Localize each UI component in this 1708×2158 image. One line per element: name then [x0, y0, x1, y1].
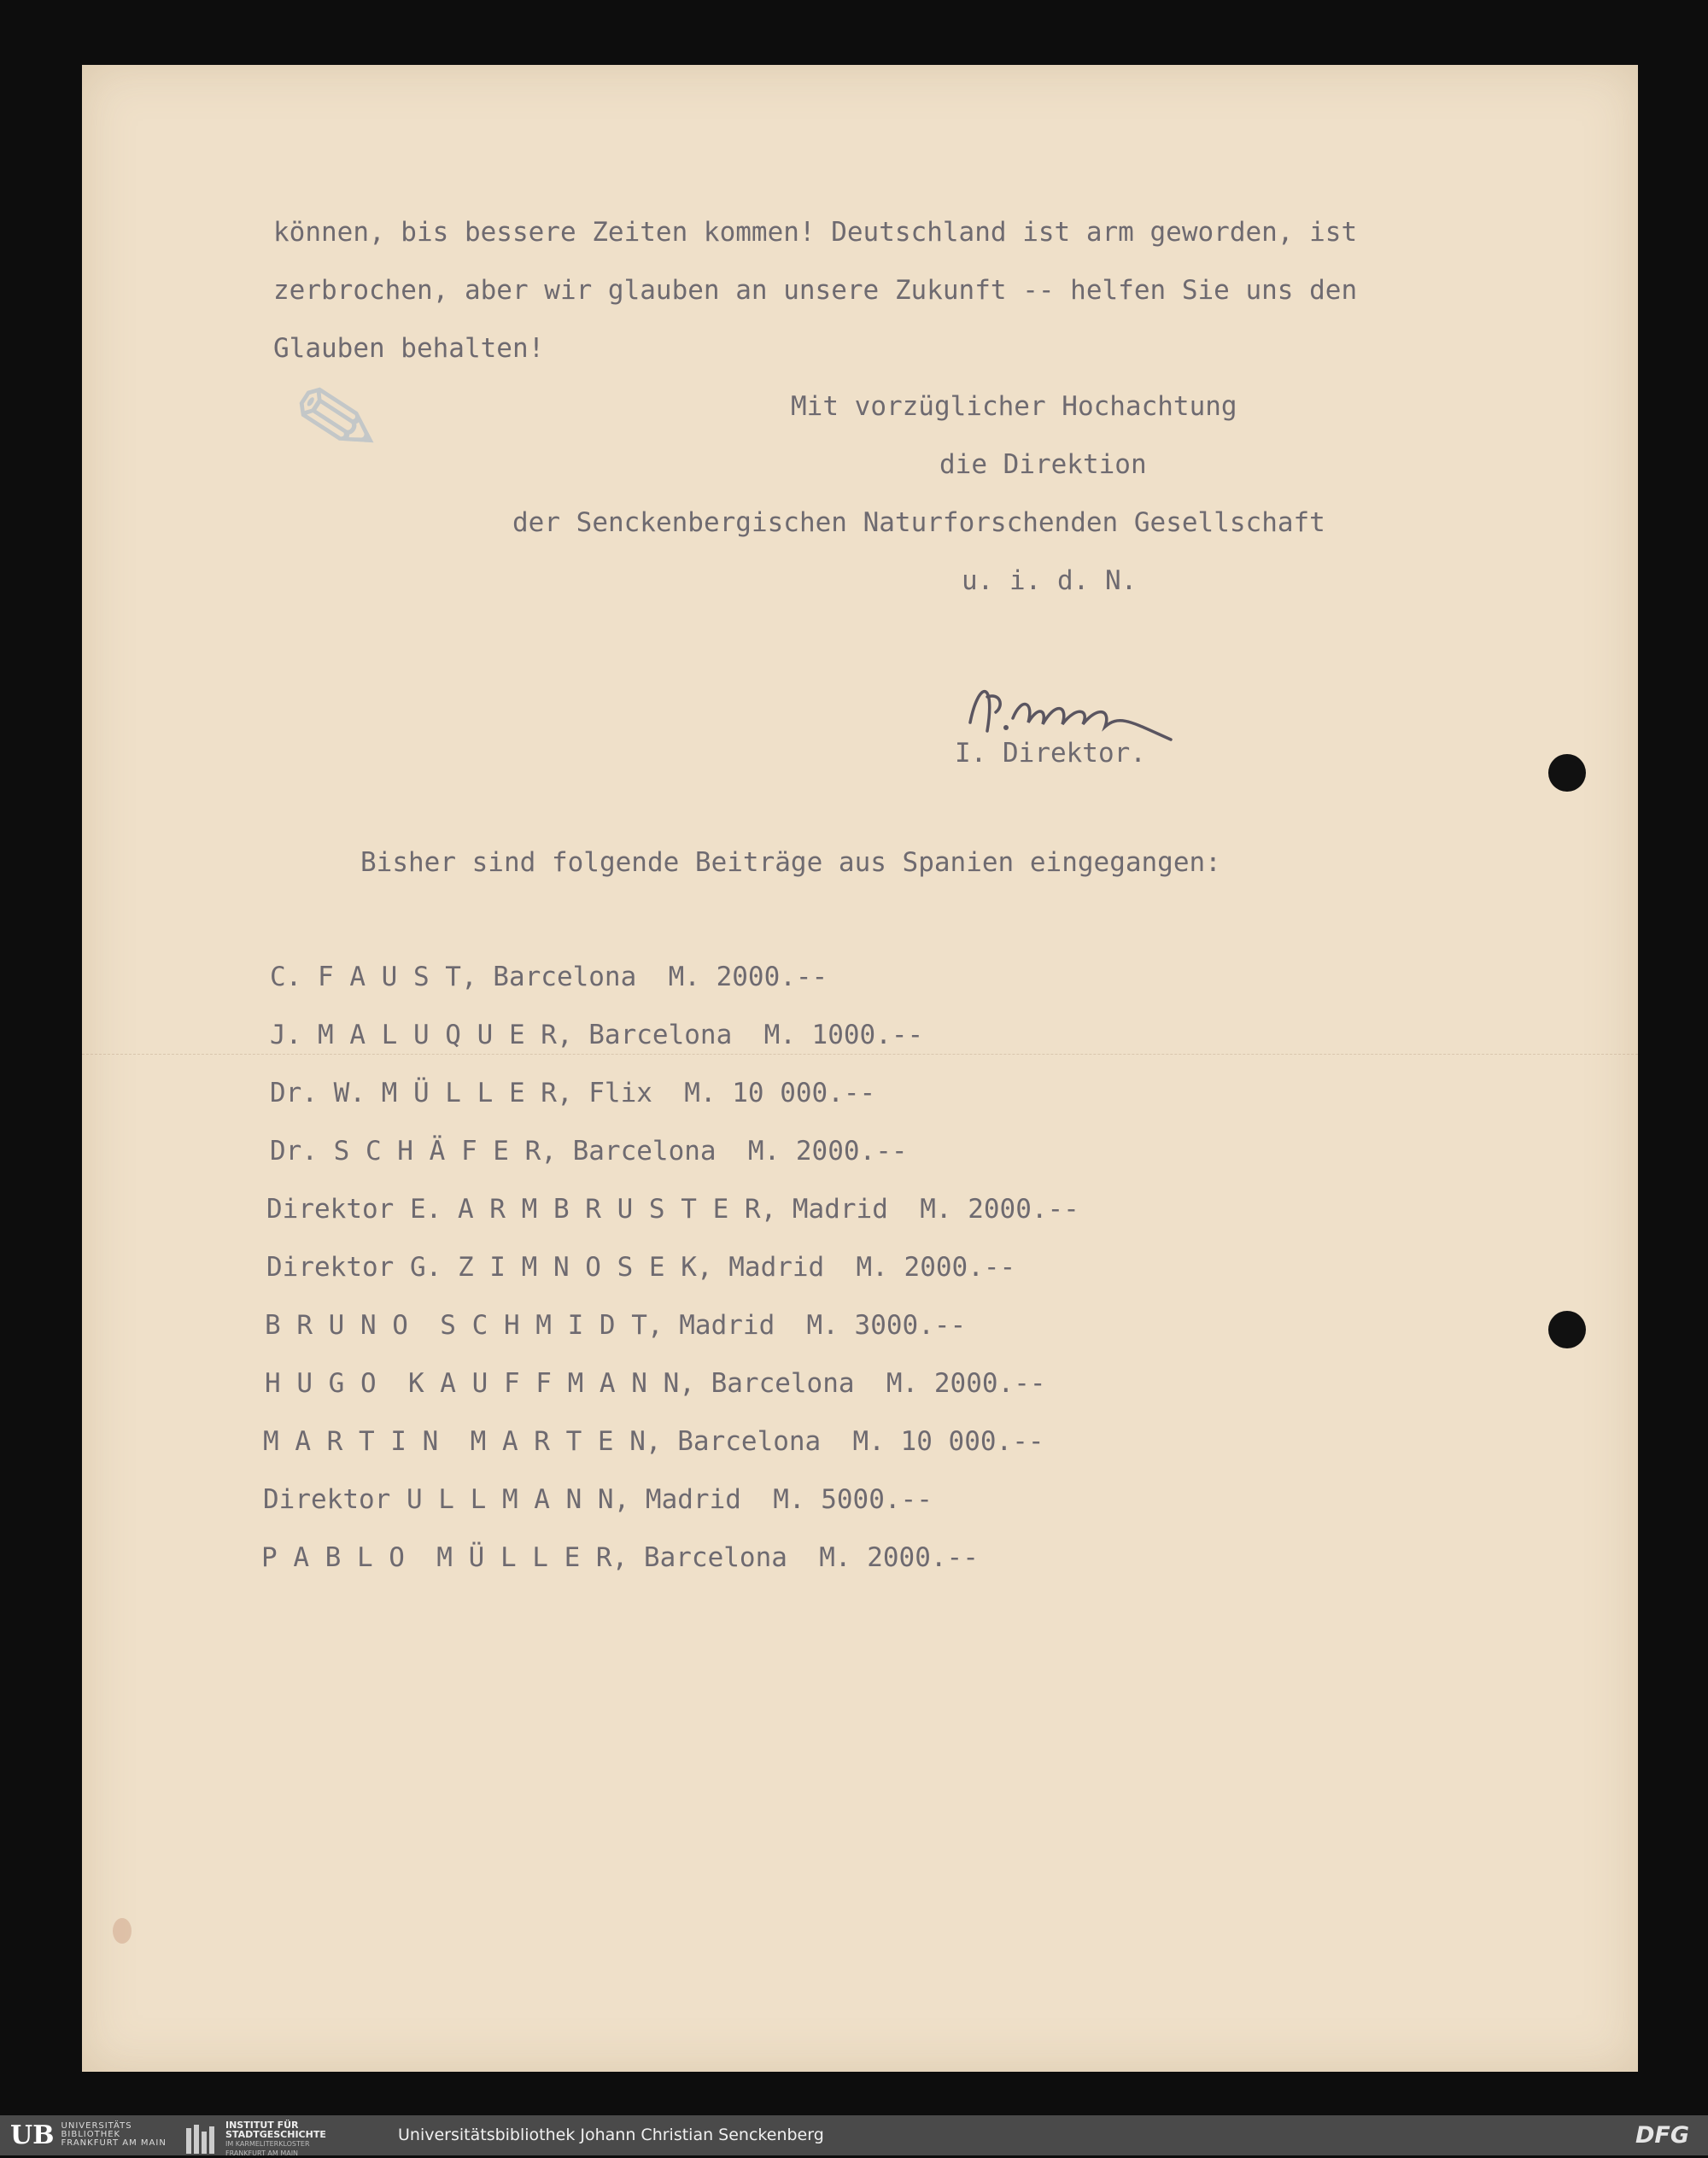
list-item: C. F A U S T, Barcelona M. 2000.-- [270, 962, 828, 992]
closing-greeting: Mit vorzüglicher Hochachtung [791, 391, 1237, 422]
ub-logo [10, 2120, 167, 2149]
ub-text [61, 2122, 167, 2148]
body-line-1: können, bis bessere Zeiten kommen! Deutschland ist arm geworden, ist [273, 217, 1358, 248]
footer-bar [0, 2115, 1708, 2155]
institute-text-line: IM KARMELITERKLOSTER [225, 2140, 310, 2148]
ub-mark: UB [10, 2120, 55, 2150]
ub-text-line: BIBLIOTHEK [61, 2130, 121, 2139]
closing-direktion: die Direktion [939, 449, 1147, 480]
institute-text-line: INSTITUT FÜR [225, 2120, 299, 2131]
list-item: Dr. S C H Ä F E R, Barcelona M. 2000.-- [270, 1136, 908, 1167]
closing-abbrev: u. i. d. N. [962, 565, 1138, 596]
contributions-heading: Bisher sind folgende Beiträge aus Spanien eingegangen: [360, 847, 1221, 878]
ub-text-line: FRANKFURT AM MAIN [61, 2138, 167, 2148]
building-icon [186, 2125, 219, 2154]
list-item: P A B L O M Ü L L E R, Barcelona M. 2000.-- [261, 1542, 979, 1573]
dfg-logo: DFG [1635, 2122, 1689, 2149]
letter-page [82, 65, 1638, 2072]
punch-hole-upper [1548, 754, 1586, 792]
punch-hole-lower [1548, 1311, 1586, 1348]
list-item: J. M A L U Q U E R, Barcelona M. 1000.-- [270, 1020, 924, 1050]
list-item: B R U N O S C H M I D T, Madrid M. 3000.-- [265, 1310, 967, 1341]
director-role: I. Direktor. [955, 738, 1146, 769]
fold-line [82, 1054, 1638, 1055]
paper-stain [113, 1918, 132, 1944]
institute-text-line: FRANKFURT AM MAIN [225, 2149, 299, 2157]
ub-text-line: UNIVERSITÄTS [61, 2121, 132, 2131]
list-item: H U G O K A U F F M A N N, Barcelona M. 2000.-- [265, 1368, 1046, 1399]
list-item: Direktor U L L M A N N, Madrid M. 5000.-- [263, 1484, 933, 1515]
list-item: Direktor E. A R M B R U S T E R, Madrid M. 2000.-- [266, 1194, 1079, 1225]
list-item: M A R T I N M A R T E N, Barcelona M. 10 000.-- [263, 1426, 1044, 1457]
list-item: Dr. W. M Ü L L E R, Flix M. 10 000.-- [270, 1078, 876, 1108]
institute-text-line: STADTGESCHICHTE [225, 2129, 326, 2140]
library-name: Universitätsbibliothek Johann Christian Senckenberg [398, 2126, 824, 2144]
institute-text [225, 2120, 326, 2158]
faded-stamp: ✎ [283, 355, 392, 490]
body-line-2: zerbrochen, aber wir glauben an unsere Zukunft -- helfen Sie uns den [273, 275, 1358, 306]
institute-logo [186, 2120, 326, 2158]
body-line-3: Glauben behalten! [273, 333, 545, 364]
list-item: Direktor G. Z I M N O S E K, Madrid M. 2000.-- [266, 1252, 1016, 1283]
closing-society: der Senckenbergischen Naturforschenden Gesellschaft [512, 507, 1325, 538]
